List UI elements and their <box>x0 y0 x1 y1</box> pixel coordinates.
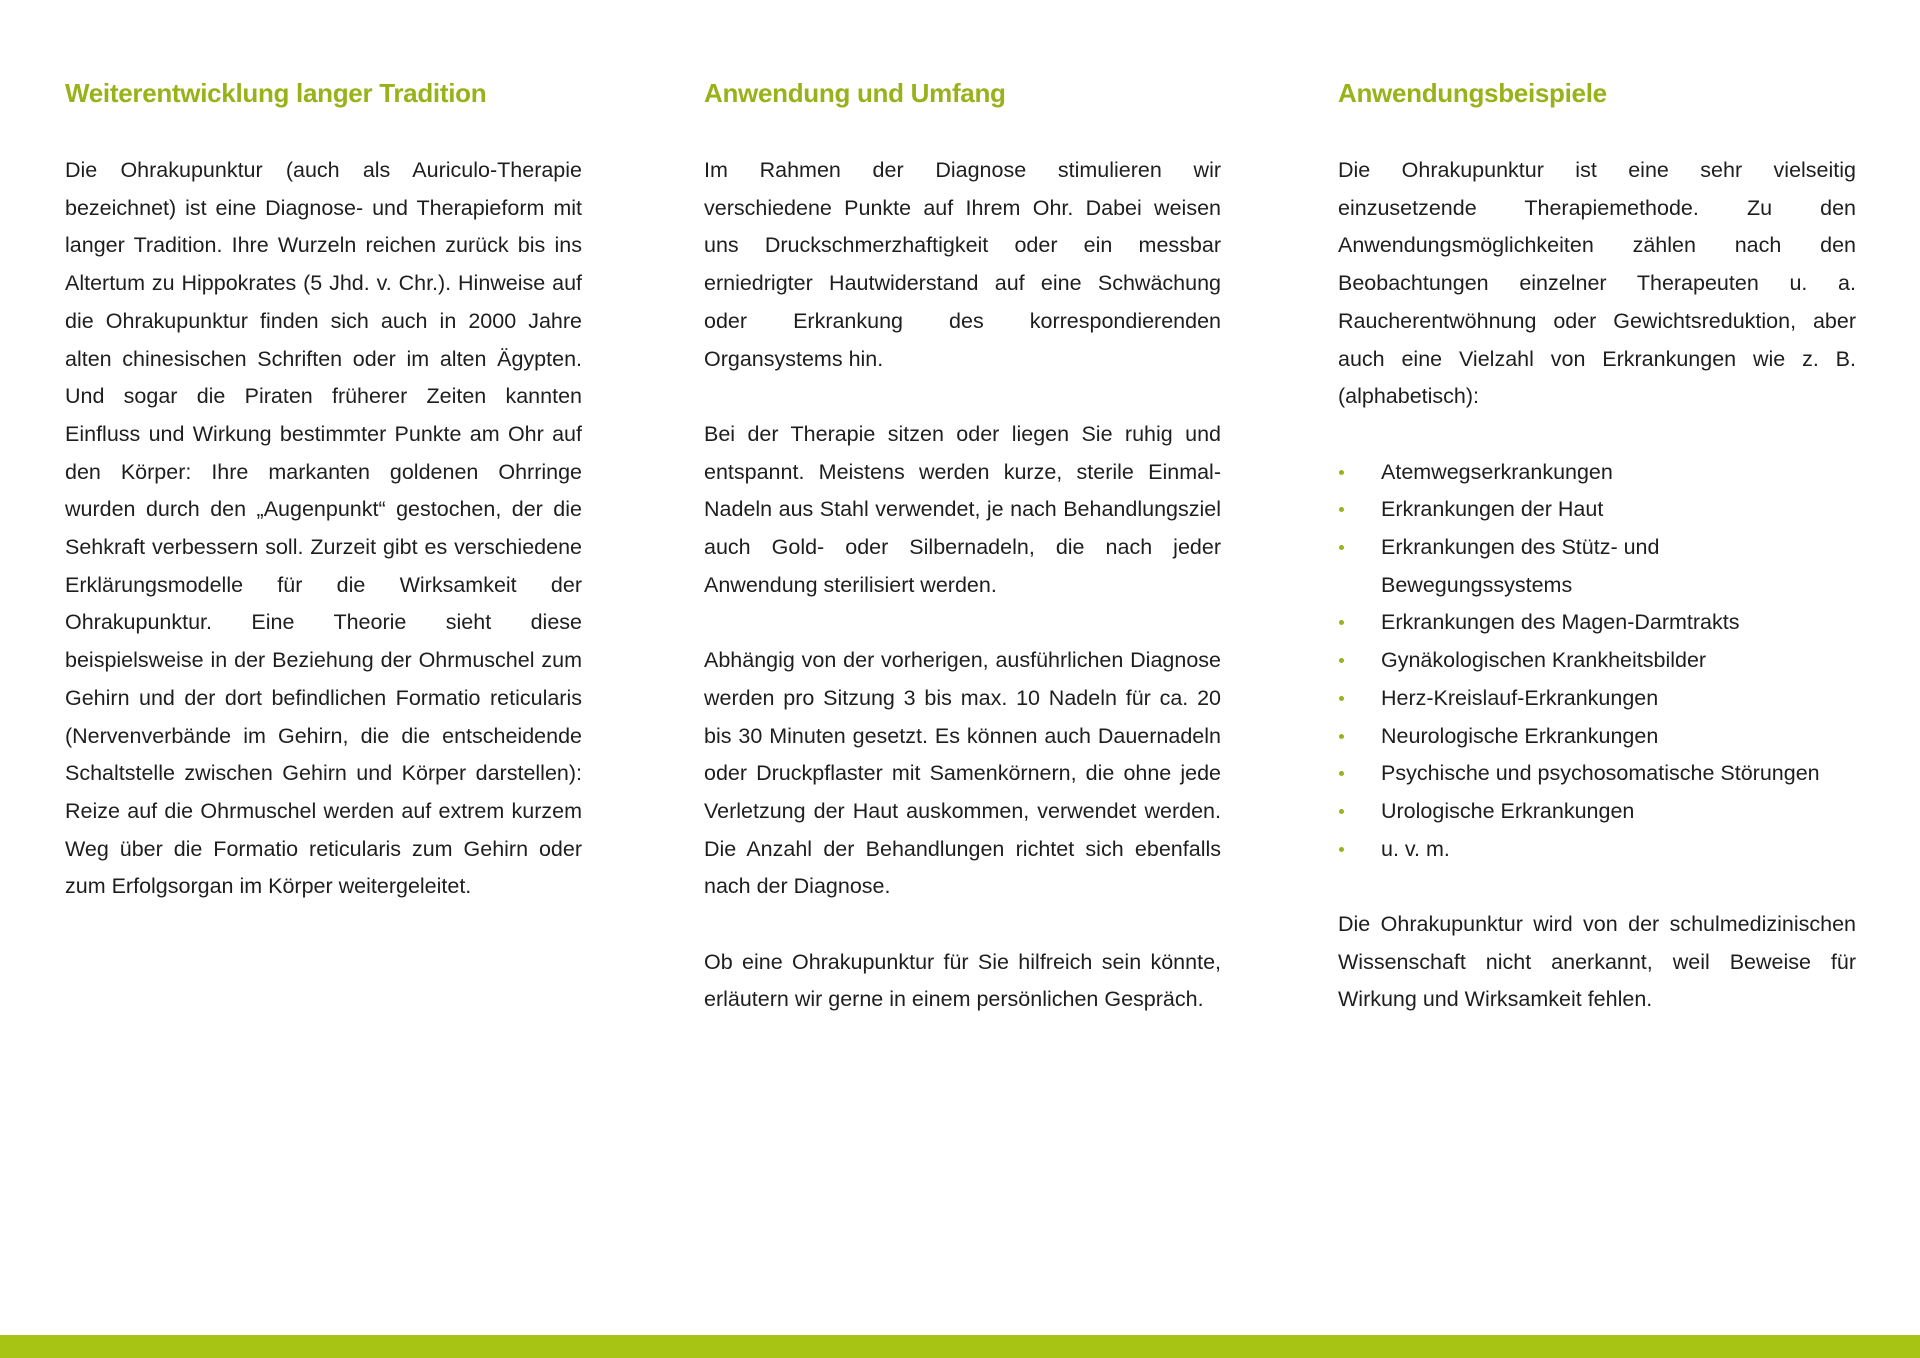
footer-accent-bar <box>0 1335 1920 1358</box>
list-item-label: Herz-Kreislauf-Erkrankungen <box>1381 685 1659 710</box>
bullet-icon <box>1339 507 1344 512</box>
list-item-label: Neurologische Erkrankungen <box>1381 723 1659 748</box>
list-item-label: Erkrankungen des Stütz- und Bewegungssystems <box>1381 535 1660 597</box>
bullet-icon <box>1339 771 1344 776</box>
paragraph: Bei der Therapie sitzen oder liegen Sie ruhig und entspannt. Meistens werden kurze, sterile Einmal-Nadeln aus Stahl verwendet, je nach Behandlungsziel auch Gold- oder Silbernadeln, die nach jeder Anwendung sterilisiert werden. <box>704 421 1221 597</box>
list-item-label: Atemwegserkrankungen <box>1381 459 1613 484</box>
bullet-icon <box>1339 545 1344 550</box>
bullet-icon <box>1339 809 1344 814</box>
heading-beispiele: Anwendungsbeispiele <box>1338 78 1607 108</box>
list-item-label: Urologische Erkrankungen <box>1381 798 1635 823</box>
list-item <box>1338 831 1856 869</box>
bullet-icon <box>1339 470 1344 475</box>
list-item <box>1338 642 1856 680</box>
paragraph: Die Ohrakupunktur (auch als Auriculo-Therapie bezeichnet) ist eine Diagnose- und Therapieform mit langer Tradition. Ihre Wurzeln reichen zurück bis ins Altertum zu Hippokrates (5 Jhd. v. Chr.). Hinweise auf die Ohrakupunktur finden sich auch in 2000 Jahre alten chinesischen Schriften oder im alten Ägypten. Und sogar die Piraten früherer Zeiten kannten Einfluss und Wirkung bestimmter Punkte am Ohr auf den Körper: Ihre markanten goldenen Ohrringe wurden durch den „Augenpunkt“ gestochen, der die Sehkraft verbessern soll. Zurzeit gibt es verschiedene Erklärungsmodelle für die Wirksamkeit der Ohrakupunktur. Eine Theorie sieht diese beispielsweise in der Beziehung der Ohrmuschel zum Gehirn und der dort befindlichen Formatio reticularis (Nervenverbände im Gehirn, die die entscheidende Schaltstelle zwischen Gehirn und Körper darstellen): Reize auf die Ohrmuschel werden auf extrem kurzem Weg über die Formatio reticularis zum Gehirn oder zum Erfolgsorgan im Körper weitergeleitet. <box>65 158 582 899</box>
list-item-label: u. v. m. <box>1381 836 1450 861</box>
list-item <box>1338 454 1856 492</box>
list-item <box>1338 680 1856 718</box>
bullet-icon <box>1339 696 1344 701</box>
list-item <box>1338 604 1856 642</box>
column-anwendung <box>704 76 1221 1019</box>
list-item <box>1338 793 1856 831</box>
closing-paragraph: Die Ohrakupunktur wird von der schulmedizinischen Wissenschaft nicht anerkannt, weil Beweise für Wirkung und Wirksamkeit fehlen. <box>1338 912 1856 1012</box>
list-item <box>1338 755 1856 793</box>
bullet-icon <box>1339 734 1344 739</box>
column-beispiele <box>1338 76 1856 1019</box>
paragraph: Ob eine Ohrakupunktur für Sie hilfreich sein könnte, erläutern wir gerne in einem persönlichen Gespräch. <box>704 949 1221 1012</box>
paragraph: Abhängig von der vorherigen, ausführlichen Diagnose werden pro Sitzung 3 bis max. 10 Nadeln für ca. 20 bis 30 Minuten gesetzt. Es können auch Dauernadeln oder Druckpflaster mit Samenkörnern, die ohne jede Verletzung der Haut auskommen, verwendet werden. Die Anzahl der Behandlungen richtet sich ebenfalls nach der Diagnose. <box>704 648 1221 899</box>
column-tradition <box>65 76 582 906</box>
list-item-label: Psychische und psychosomatische Störungen <box>1381 761 1820 786</box>
bullet-icon <box>1339 620 1344 625</box>
list-item-label: Erkrankungen des Magen-Darmtrakts <box>1381 610 1740 635</box>
heading-anwendung: Anwendung und Umfang <box>704 78 1006 108</box>
paragraph: Im Rahmen der Diagnose stimulieren wir verschiedene Punkte auf Ihrem Ohr. Dabei weisen uns Druckschmerzhaftigkeit oder ein messbar erniedrigter Hautwiderstand auf eine Schwächung oder Erkrankung des korrespondierenden Organsystems hin. <box>704 158 1221 371</box>
list-item <box>1338 718 1856 756</box>
intro-paragraph: Die Ohrakupunktur ist eine sehr vielseitig einzusetzende Therapiemethode. Zu den Anwendungsmöglichkeiten zählen nach den Beobachtungen einzelner Therapeuten u. a. Raucherentwöhnung oder Gewichtsreduktion, aber auch eine Vielzahl von Erkrankungen wie z. B. (alphabetisch): <box>1338 158 1856 409</box>
heading-tradition: Weiterentwicklung langer Tradition <box>65 78 487 108</box>
list-item <box>1338 529 1856 604</box>
list-item-label: Erkrankungen der Haut <box>1381 497 1604 522</box>
bullet-icon <box>1339 847 1344 852</box>
application-list <box>1338 454 1856 869</box>
list-item-label: Gynäkologischen Krankheitsbilder <box>1381 648 1707 673</box>
bullet-icon <box>1339 658 1344 663</box>
list-item <box>1338 491 1856 529</box>
